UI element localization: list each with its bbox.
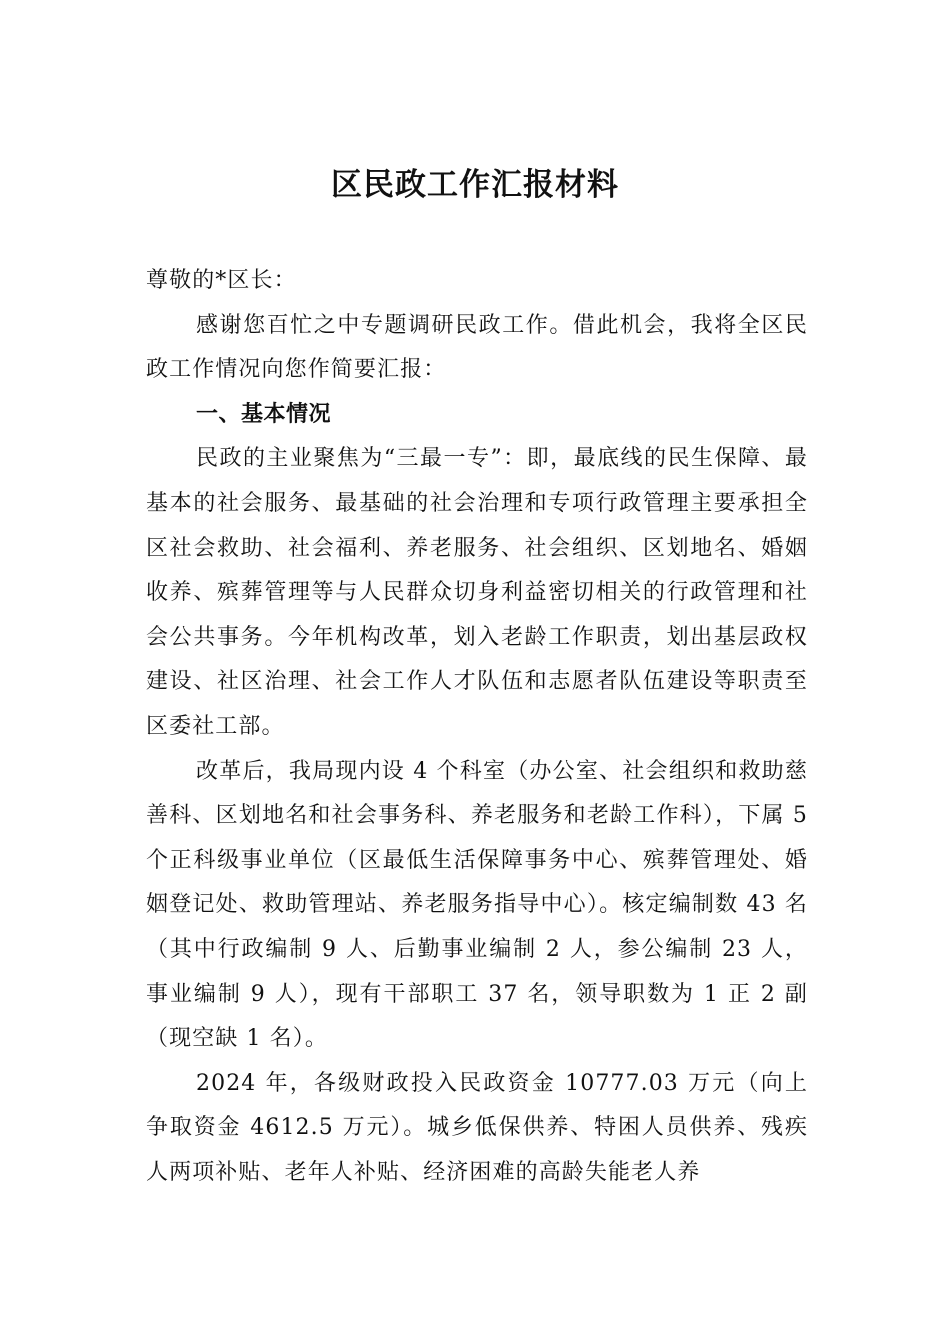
document-body: [146, 259, 808, 1195]
intro-paragraph: 感谢您百忙之中专题调研民政工作。借此机会，我将全区民政工作情况向您作简要汇报：: [146, 312, 808, 383]
document-title: 区民政工作汇报材料: [331, 167, 619, 203]
section-heading-basic-situation: 一、基本情况: [196, 401, 332, 427]
paragraph-funding: 2024 年，各级财政投入民政资金 10777.03 万元（向上争取资金 4612.5 万元）。城乡低保供养、特困人员供养、残疾人两项补贴、老年人补贴、经济困难的高龄失能老人养: [146, 1070, 808, 1185]
salutation: 尊敬的*区长：: [146, 268, 297, 293]
paragraph-organization: 改革后，我局现内设 4 个科室（办公室、社会组织和救助慈善科、区划地名和社会事务科、养老服务和老龄工作科），下属 5 个正科级事业单位（区最低生活保障事务中心、殡葬管理处、婚姻登记处、救助管理站、养老服务指导中心）。核定编制数 43 名（其中行政编制 9 人、后勤事业编制 2 人，参公编制 23 人，事业编制 9 人），现有干部职工 37 名，领导职数为 1 正 2 副（现空缺 1 名）。: [146, 758, 808, 1052]
paragraph-main-duties: 民政的主业聚焦为“三最一专”：即，最底线的民生保障、最基本的社会服务、最基础的社会治理和专项行政管理主要承担全区社会救助、社会福利、养老服务、社会组织、区划地名、婚姻收养、殡葬管理等与人民群众切身利益密切相关的行政管理和社会公共事务。今年机构改革，划入老龄工作职责，划出基层政权建设、社区治理、社会工作人才队伍和志愿者队伍建设等职责至区委社工部。: [146, 446, 808, 739]
